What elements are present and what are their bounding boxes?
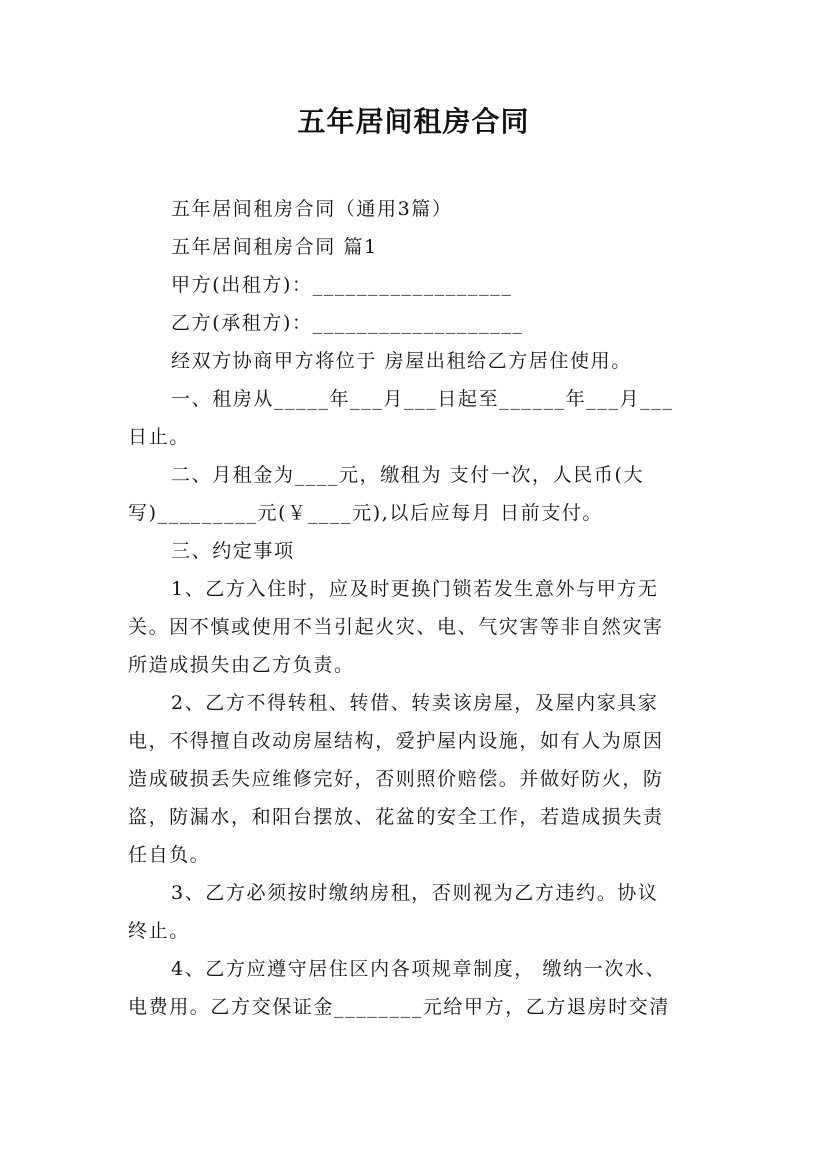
- item-3-line: 3、乙方必须按时缴纳房租，否则视为乙方违约。协议: [171, 882, 659, 904]
- clause-3-heading: 三、约定事项: [171, 540, 295, 562]
- party-b-line: 乙方(承租方)：___________________: [171, 312, 524, 334]
- clause-2-cont: 写)_________元(￥____元),以后应每月 日前支付。: [128, 502, 604, 524]
- item-2-cont: 电，不得擅自改动房屋结构，爱护屋内设施，如有人为原因: [128, 730, 664, 752]
- document-title: 五年居间租房合同: [297, 105, 530, 138]
- item-2-cont: 任自负。: [128, 844, 211, 866]
- paragraph-line: 经双方协商甲方将位于 房屋出租给乙方居住使用。: [171, 350, 632, 372]
- item-2-line: 2、乙方不得转租、转借、转卖该房屋，及屋内家具家: [171, 692, 659, 714]
- party-a-line: 甲方(出租方)：__________________: [171, 274, 513, 296]
- item-2-cont: 盗，防漏水，和阳台摆放、花盆的安全工作，若造成损失责: [128, 806, 664, 828]
- item-3-cont: 终止。: [128, 920, 190, 942]
- section-heading: 五年居间租房合同 篇1: [171, 236, 378, 258]
- clause-1-line: 一、租房从_____年___月___日起至______年___月___: [171, 388, 674, 410]
- item-1-cont: 关。因不慎或使用不当引起火灾、电、气灾害等非自然灾害: [128, 616, 664, 638]
- document-body: [128, 190, 718, 1026]
- item-2-cont: 造成破损丢失应维修完好，否则照价赔偿。并做好防火，防: [128, 768, 664, 790]
- item-1-cont: 所造成损失由乙方负责。: [128, 654, 355, 676]
- item-4-cont: 电费用。乙方交保证金________元给甲方，乙方退房时交清: [128, 996, 671, 1018]
- clause-2-line: 二、月租金为____元，缴租为 支付一次，人民币(大: [171, 464, 645, 486]
- clause-1-cont: 日止。: [128, 426, 190, 448]
- item-4-line: 4、乙方应遵守居住区内各项规章制度， 缴纳一次水、: [171, 958, 667, 980]
- item-1-line: 1、乙方入住时，应及时更换门锁若发生意外与甲方无: [171, 578, 659, 600]
- subtitle-line: 五年居间租房合同（通用3篇）: [171, 198, 453, 220]
